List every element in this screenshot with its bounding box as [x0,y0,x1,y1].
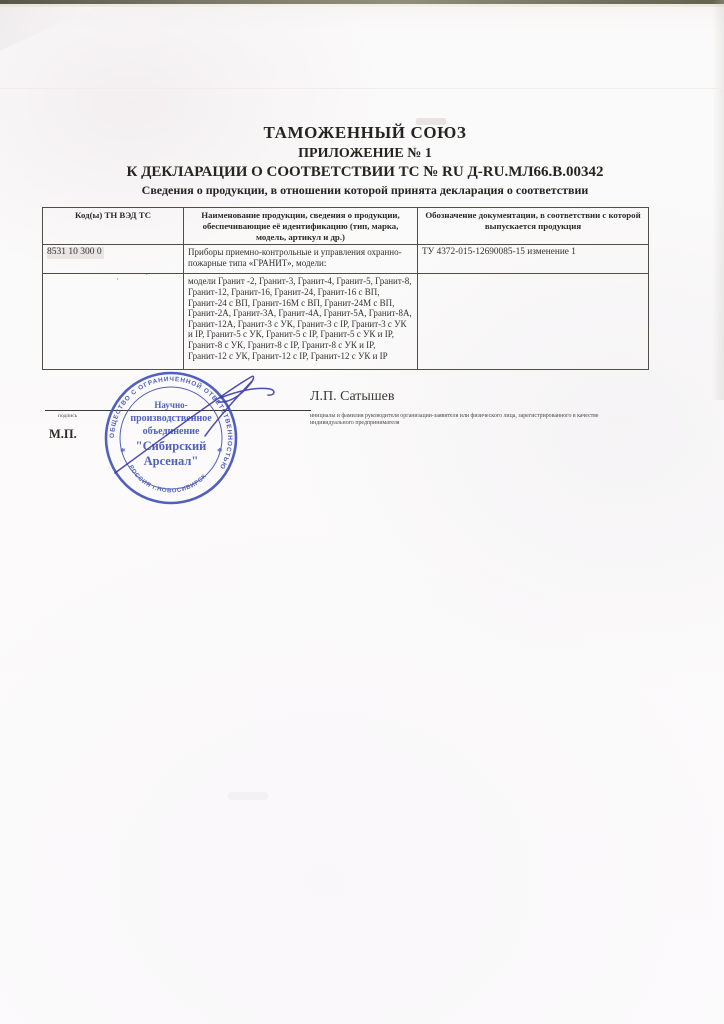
title-declaration-number: К ДЕКЛАРАЦИИ О СООТВЕТСТВИИ ТС № RU Д-RU.МЛ66.В.00342 [126,164,604,180]
scan-shadow [712,0,724,400]
stamp-place-label: М.П. [49,427,77,441]
scan-speck: ˋ [145,272,148,282]
cell-code [43,245,184,274]
scan-speck: · [116,274,119,284]
title-subtitle: Сведения о продукции, в отношении которой принята декларация о соответствии [141,183,589,197]
cell-product: Приборы приемно-контрольные и управления охранно-пожарные типа «ГРАНИТ», модели: [184,245,418,274]
table-header-row [43,208,649,245]
signature-stroke-flourish [220,388,274,398]
code-value: 8531 10 300 0 [47,247,102,258]
signatory-caption-line1: инициалы и фамилия руководителя организации-заявителя или физического лица, зарегистрированного в качестве [310,413,599,419]
paper-crease [0,88,724,89]
document-header [30,122,700,199]
cell-code [43,274,184,370]
stamp-center-line1: Научно- [154,400,188,410]
handwritten-signature [90,358,300,493]
signature-stroke-second [205,381,252,436]
stamp-center-line5: Арсенал" [143,454,199,468]
cell-doc [418,274,649,370]
col-header-tnved-code: Код(ы) ТН ВЭД ТС [43,208,184,245]
col-header-documentation: Обозначение документации, в соответствии с которой выпускается продукция [418,208,649,245]
cell-product-models: модели Гранит -2, Гранит-3, Гранит-4, Гранит-5, Гранит-8, Гранит-12, Гранит-16, Гранит-24, Гранит-16 с ВП, Гранит-24 с ВП, Гранит-16М с ВП, Гранит-24М с ВП, Гранит-2А, Гранит-3А, Гранит-4А, Гранит-5А, Гранит-8А, Гранит-12А, Гранит-3 с УК, Гранит-3 с IP, Гранит-3 с УК и IP, Гранит-5 с УК, Гранит-5 с IP, Гранит-5 с УК и IP, Гранит-8 с УК, Гранит-8 с IP, Гранит-8 с УК и IP, Гранит-12 с УК, Гранит-12 с IP, Гранит-12 с УК и IP [184,274,418,370]
paper-top-edge [0,4,724,7]
title-customs-union: ТАМОЖЕННЫЙ СОЮЗ [263,123,467,142]
signatory-caption-line2: индивидуального предпринимателя [310,420,400,427]
col-header-product-name: Наименование продукции, сведения о продукции, обеспечивающие её идентификацию (тип, марка, модель, артикул и др.) [184,208,418,245]
stamp-center-line4: "Сибирский [135,439,207,453]
scan-smudge [228,792,268,800]
signature-field-caption: подпись [58,413,78,419]
stamp-center-line3: объединение [142,426,200,437]
stamp-center-line2: производственное [130,413,212,424]
stamp-city-text: РОССИЯ г.НОВОСИБИРСК [127,464,208,495]
stamp-star-right: * [217,446,223,458]
signature-stroke-main [115,376,254,473]
signatory-name: Л.П. Сатышев [310,389,395,404]
table-row [43,274,649,370]
title-annex-number: ПРИЛОЖЕНИЕ № 1 [298,146,432,161]
stamp-ring-text: ОБЩЕСТВО С ОГРАНИЧЕННОЙ ОТВЕТСТВЕННОСТЬЮ [108,375,234,471]
page-corner-fold [0,7,96,51]
table-row [43,245,649,274]
cell-doc: ТУ 4372-015-12690085-15 изменение 1 [418,245,649,274]
signatory-caption [310,413,646,427]
product-table [42,207,649,370]
stamp-star-left: * [120,446,126,458]
